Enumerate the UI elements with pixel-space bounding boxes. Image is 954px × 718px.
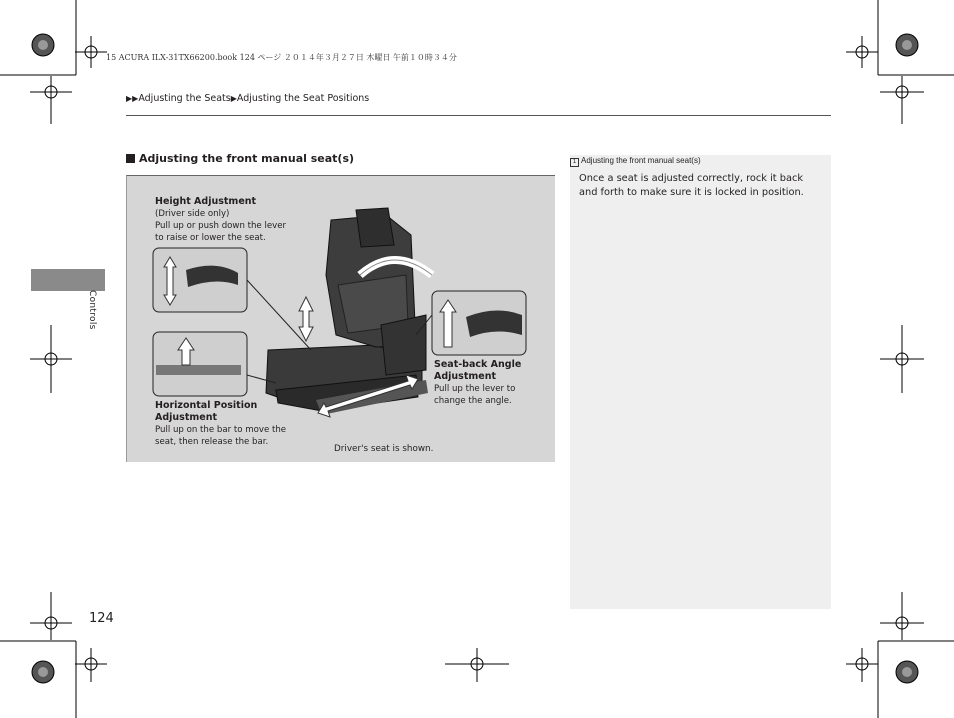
note-body: Once a seat is adjusted correctly, rock it back and forth to make sure it is locked in position. — [579, 173, 804, 198]
seat-height-arrow-icon — [299, 297, 313, 341]
print-header: 15 ACURA ILX-31TX66200.book 124 ページ ２０１４年３月２７日 木曜日 午前１０時３４分 — [106, 53, 457, 62]
note-panel — [570, 155, 831, 609]
section-title-text: Adjusting the front manual seat(s) — [139, 152, 355, 165]
note-heading — [570, 156, 701, 167]
chapter-tab[interactable] — [31, 269, 105, 291]
height-adjustment-note: (Driver side only) — [155, 209, 230, 219]
seatback-adjustment-label — [434, 359, 544, 407]
seatback-adjustment-title-2: Adjustment — [434, 371, 497, 382]
breadcrumb — [126, 93, 369, 104]
section-title — [126, 152, 354, 165]
seatback-adjustment-text-1: Pull up the lever to — [434, 384, 516, 394]
breadcrumb-item-positions[interactable]: Adjusting the Seat Positions — [236, 93, 370, 104]
seatback-adjustment-title-1: Seat-back Angle — [434, 359, 522, 370]
horizontal-adjustment-text-1: Pull up on the bar to move the — [155, 425, 287, 435]
page-number: 124 — [89, 611, 114, 626]
seatback-adjustment-text-2: change the angle. — [434, 396, 512, 406]
horizontal-bar-inset — [153, 332, 276, 396]
height-adjustment-title: Height Adjustment — [155, 196, 257, 207]
horizontal-adjustment-label — [155, 400, 305, 448]
note-heading-text: Adjusting the front manual seat(s) — [581, 156, 701, 165]
horizontal-adjustment-text-2: seat, then release the bar. — [155, 437, 269, 447]
breadcrumb-separator: ▶ — [230, 94, 237, 103]
header-rule — [126, 115, 831, 116]
height-adjustment-text-1: Pull up or push down the lever — [155, 221, 287, 231]
seatback-lever-inset — [416, 291, 526, 355]
breadcrumb-item-seats[interactable]: Adjusting the Seats — [138, 93, 231, 104]
breadcrumb-arrows: ▶▶ — [126, 94, 139, 103]
note-reference-icon: 1 — [570, 158, 579, 167]
horizontal-adjustment-title-2: Adjustment — [155, 412, 218, 423]
height-adjustment-label — [155, 196, 305, 244]
chapter-tab-label: Controls — [87, 290, 97, 330]
height-adjustment-text-2: to raise or lower the seat. — [155, 233, 266, 243]
figure-caption: Driver's seat is shown. — [334, 444, 434, 454]
horizontal-adjustment-title-1: Horizontal Position — [155, 400, 258, 411]
bullet-square-icon — [126, 154, 135, 163]
